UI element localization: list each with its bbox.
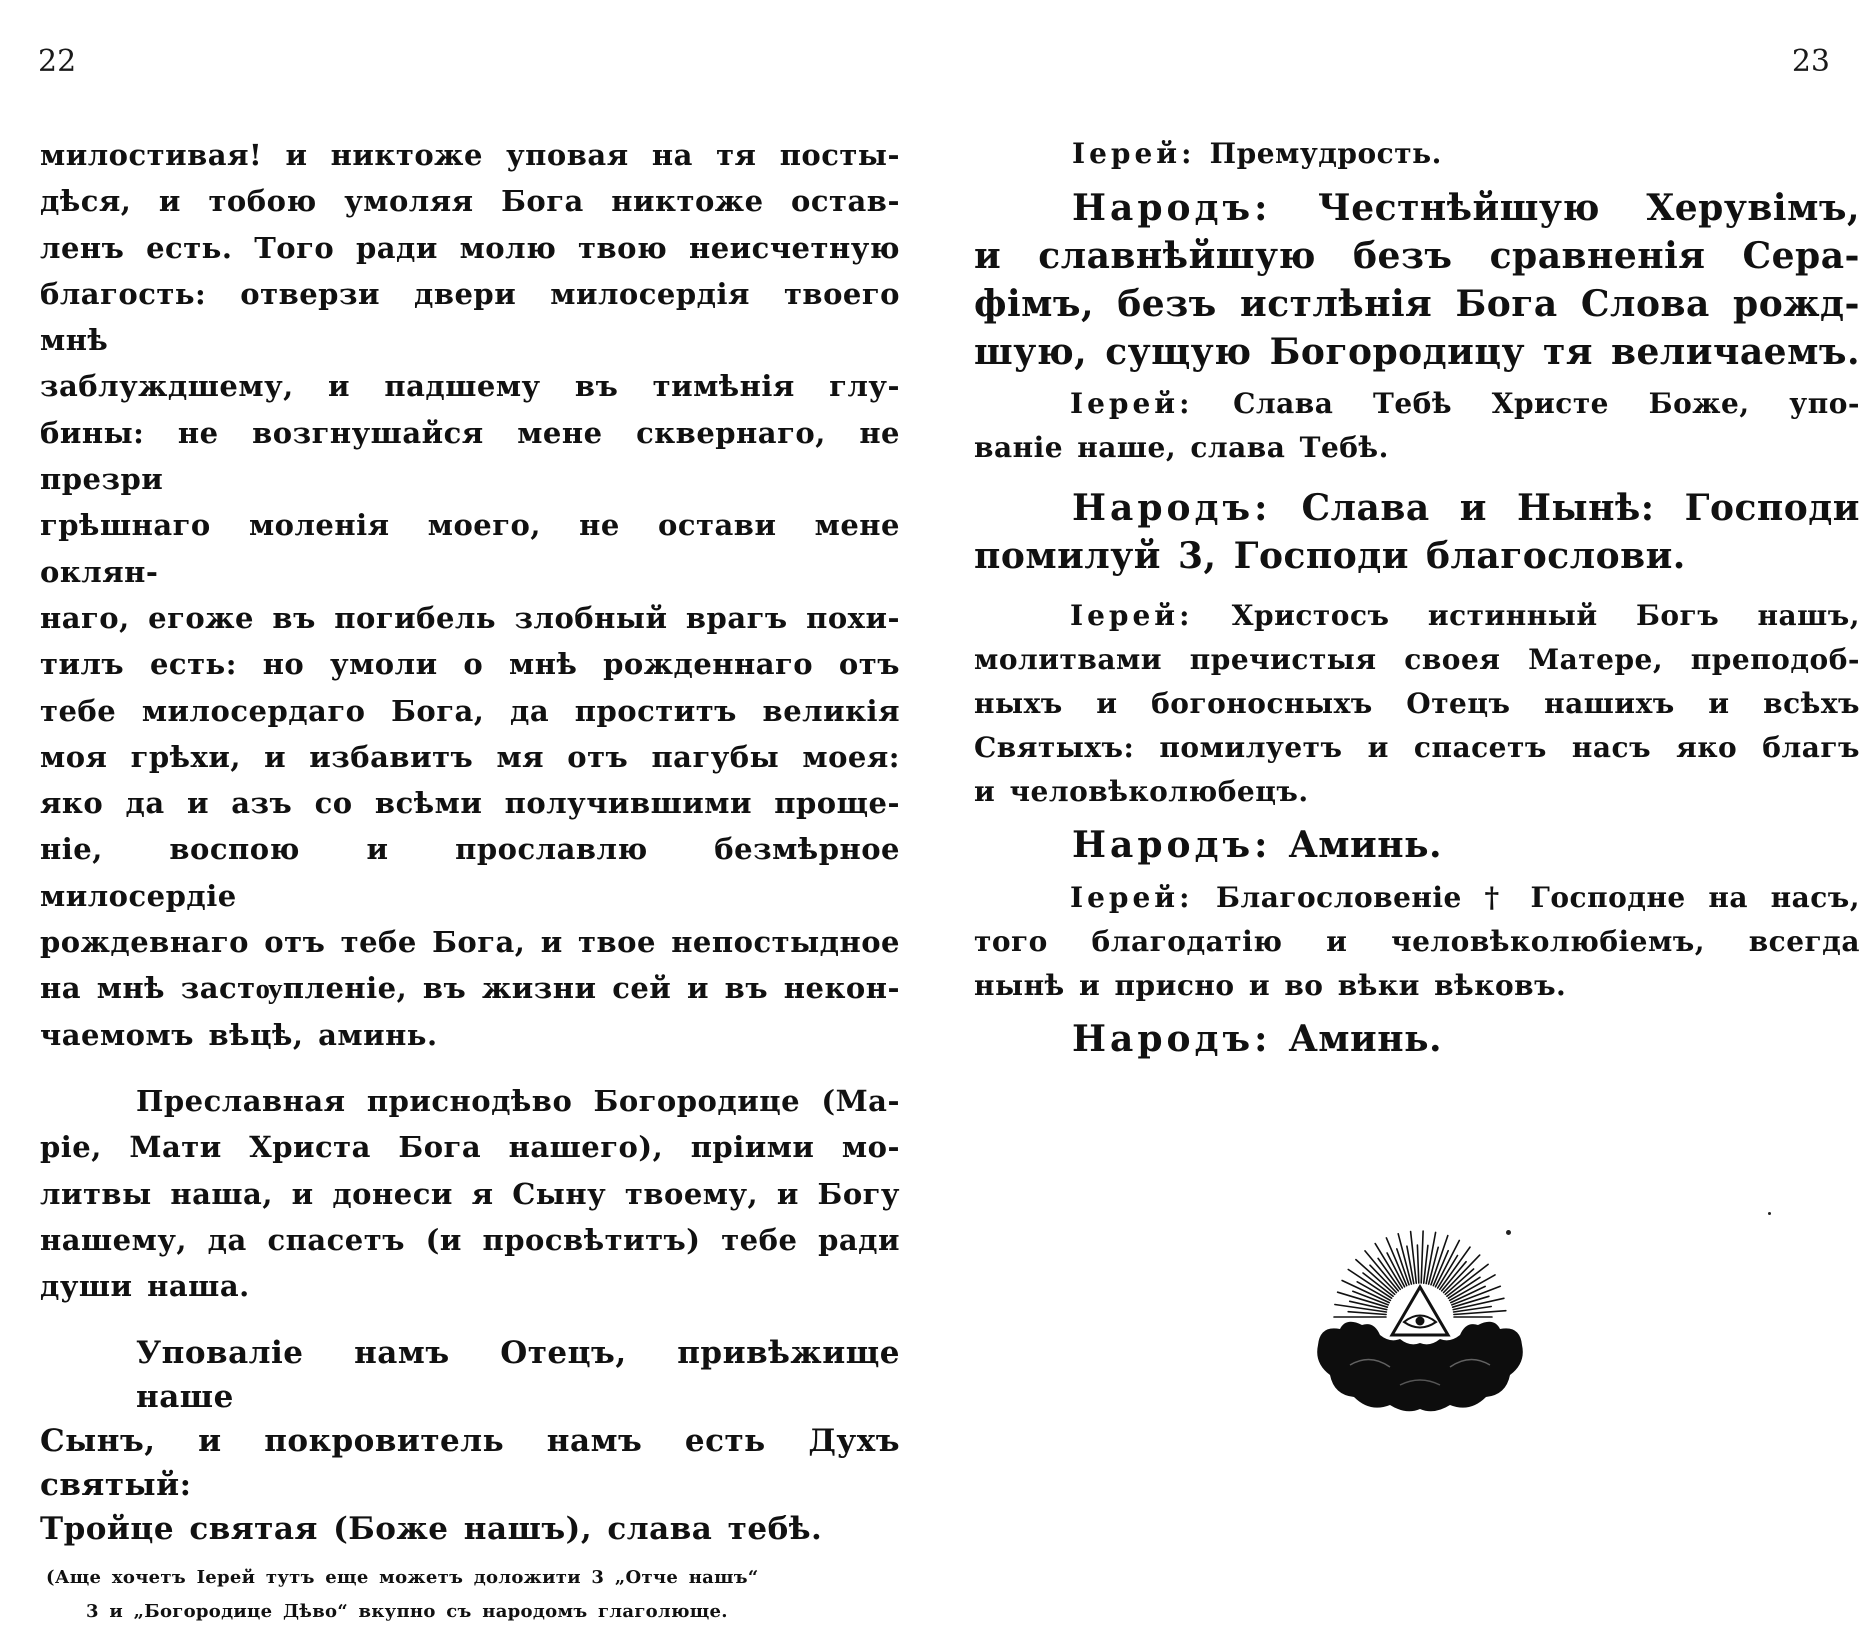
text-line: на мнѣ застѹпленіе, въ жизни сей и въ некон- bbox=[40, 965, 900, 1011]
right-page-body bbox=[974, 130, 1860, 1064]
liturgy-text: Аминь. bbox=[1288, 1018, 1442, 1060]
text-line: и славнѣйшую безъ сравненія Сера- bbox=[974, 232, 1860, 280]
prayer-paragraph-2 bbox=[40, 1078, 900, 1309]
text-line: тебе милосердаго Бога, да проститъ великія bbox=[40, 688, 900, 734]
prayer-paragraph-3 bbox=[40, 1331, 900, 1551]
emblem-ray bbox=[1454, 1307, 1492, 1313]
emblem-ray bbox=[1411, 1232, 1417, 1284]
page-number-left: 22 bbox=[38, 44, 76, 79]
text-line bbox=[974, 484, 1860, 532]
text-line: яко да и азъ со всѣми получившими проще- bbox=[40, 780, 900, 826]
text-line: тилъ есть: но умоли о мнѣ рожденнаго отъ bbox=[40, 641, 900, 687]
text-line bbox=[974, 876, 1860, 920]
text-line: литвы наша, и донеси я Сыну твоему, и Богу bbox=[40, 1171, 900, 1217]
liturgy-text: Благословеніе † Господне на насъ, bbox=[1216, 881, 1860, 914]
rubric-note bbox=[40, 1561, 900, 1629]
text-line: рождевнаго отъ тебе Бога, и твое непостыдное bbox=[40, 919, 900, 965]
text-line: ваніе наше, слава Тебѣ. bbox=[974, 426, 1860, 470]
emblem-ray bbox=[1421, 1231, 1423, 1283]
people-amen bbox=[974, 820, 1860, 870]
liturgy-text: Христосъ истинный Богъ нашъ, bbox=[1232, 599, 1860, 632]
speaker-priest: Іерей: bbox=[1070, 599, 1193, 632]
text-line: Преславная приснодѣво Богородице (Ма- bbox=[40, 1078, 900, 1124]
text-line: ленъ есть. Того ради молю твою неисчетную bbox=[40, 225, 900, 271]
text-line: милостивая! и никтоже уповая на тя посты- bbox=[40, 132, 900, 178]
rubric-note-line: (Аще хочетъ Іерей тутъ еще можетъ доложити 3 „Отче нашъ“ bbox=[40, 1561, 900, 1595]
priest-line bbox=[974, 130, 1860, 178]
text-line: заблуждшему, и падшему въ тимѣнія глу- bbox=[40, 363, 900, 409]
priest-exclamation bbox=[974, 382, 1860, 470]
text-line: Тройце святая (Боже нашъ), слава тебѣ. bbox=[40, 1507, 900, 1551]
text-line: наго, егоже въ погибель злобный врагъ похи- bbox=[40, 595, 900, 641]
speaker-priest: Іерей: bbox=[1070, 881, 1193, 914]
speaker-people: Народъ: bbox=[1072, 1018, 1271, 1060]
eye-of-providence-icon bbox=[1310, 1225, 1530, 1415]
print-speck bbox=[1768, 1212, 1771, 1215]
text-line: нынѣ и присно и во вѣки вѣковъ. bbox=[974, 964, 1860, 1008]
prayer-paragraph-1 bbox=[40, 132, 900, 1058]
text-line: нашему, да спасетъ (и просвѣтитъ) тебе ради bbox=[40, 1217, 900, 1263]
people-response bbox=[974, 484, 1860, 580]
text-line: и человѣколюбецъ. bbox=[974, 770, 1860, 814]
text-line bbox=[974, 184, 1860, 232]
text-line: ніе, воспою и прославлю безмѣрное милосердіе bbox=[40, 826, 900, 919]
left-page-body bbox=[40, 132, 900, 1629]
liturgy-text: Аминь. bbox=[1288, 824, 1442, 866]
speaker-people: Народъ: bbox=[1072, 187, 1271, 229]
liturgy-text: Слава Тебѣ Христе Боже, упо- bbox=[1233, 387, 1860, 420]
text-line: ныхъ и богоносныхъ Отецъ нашихъ и всѣхъ bbox=[974, 682, 1860, 726]
text-line: Сынъ, и покровитель намъ есть Духъ святый: bbox=[40, 1419, 900, 1507]
emblem-ray bbox=[1417, 1245, 1418, 1283]
text-line: благость: отверзи двери милосердія твоего мнѣ bbox=[40, 271, 900, 364]
left-page bbox=[0, 0, 930, 1500]
emblem-ray bbox=[1365, 1251, 1398, 1291]
liturgy-text: Честнѣйшую Херувімъ, bbox=[1318, 187, 1860, 229]
speaker-priest: Іерей: bbox=[1072, 137, 1195, 170]
speaker-priest: Іерей: bbox=[1070, 387, 1193, 420]
text-line: Уповаліе намъ Отецъ, привѣжище наше bbox=[40, 1331, 900, 1419]
text-line: души наша. bbox=[40, 1263, 900, 1309]
text-line: бины: не возгнушайся мене сквернаго, не презри bbox=[40, 410, 900, 503]
text-line: молитвами пречистыя своея Матере, преподоб- bbox=[974, 638, 1860, 682]
text-line: Святыхъ: помилуетъ и спасетъ насъ яко благъ bbox=[974, 726, 1860, 770]
emblem-ray bbox=[1348, 1312, 1386, 1315]
text-line: моя грѣхи, и избавитъ мя отъ пагубы моея: bbox=[40, 734, 900, 780]
liturgy-text: Премудрость. bbox=[1210, 137, 1442, 170]
emblem-ray bbox=[1447, 1264, 1488, 1296]
speaker-people: Народъ: bbox=[1072, 487, 1271, 529]
text-line: шую, сущую Богородицу тя величаемъ. bbox=[974, 328, 1860, 376]
priest-blessing bbox=[974, 876, 1860, 1008]
page-number-right: 23 bbox=[1792, 44, 1830, 79]
text-line bbox=[974, 382, 1860, 426]
text-line: дѣся, и тобою умоляя Бога никтоже остав- bbox=[40, 178, 900, 224]
text-line: фімъ, безъ истлѣнія Бога Слова рожд- bbox=[974, 280, 1860, 328]
people-amen bbox=[974, 1014, 1860, 1064]
rubric-note-line: 3 и „Богородице Дѣво“ вкупно съ народомъ глаголюще. bbox=[40, 1595, 900, 1629]
text-line: того благодатію и человѣколюбіемъ, всегда bbox=[974, 920, 1860, 964]
people-response bbox=[974, 184, 1860, 376]
liturgy-text: Слава и Нынѣ: Господи bbox=[1302, 487, 1860, 529]
text-line: ріе, Мати Христа Бога нашего), пріими мо- bbox=[40, 1124, 900, 1170]
text-line: помилуй 3, Господи благослови. bbox=[974, 532, 1860, 580]
text-line bbox=[974, 594, 1860, 638]
priest-dismissal bbox=[974, 594, 1860, 814]
text-line: грѣшнаго моленія моего, не остави мене оклян- bbox=[40, 502, 900, 595]
text-line: чаемомъ вѣцѣ, аминь. bbox=[40, 1012, 900, 1058]
print-speck bbox=[1506, 1230, 1511, 1235]
speaker-people: Народъ: bbox=[1072, 824, 1271, 866]
